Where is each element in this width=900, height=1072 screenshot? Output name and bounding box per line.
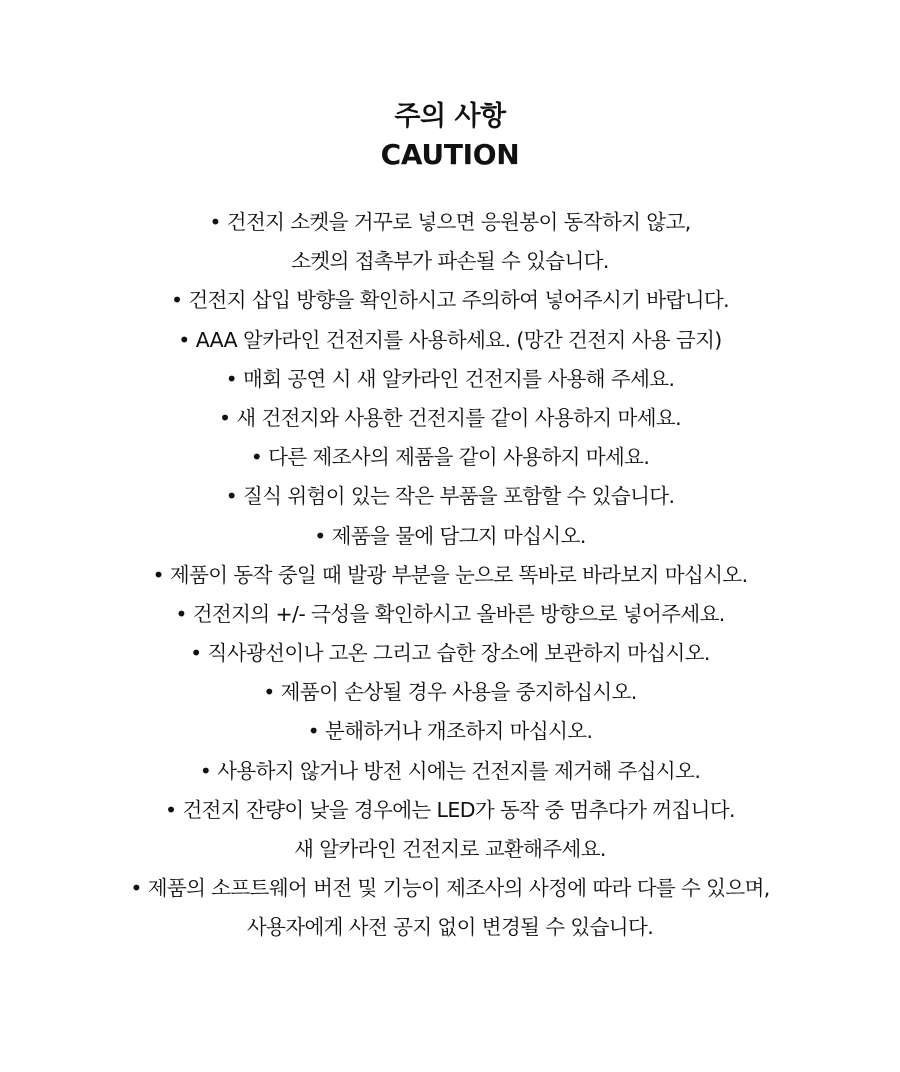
caution-line: • 건전지 삽입 방향을 확인하시고 주의하여 넣어주시기 바랍니다. [170, 288, 730, 313]
caution-line: 소켓의 접촉부가 파손될 수 있습니다. [291, 249, 609, 274]
caution-list [0, 203, 900, 948]
caution-line: 사용자에게 사전 공지 없이 변경될 수 있습니다. [246, 915, 654, 940]
caution-line: • 제품의 소프트웨어 버전 및 기능이 제조사의 사정에 따라 다를 수 있으며, [130, 876, 770, 901]
caution-line: • 건전지의 +/- 극성을 확인하시고 올바른 방향으로 넣어주세요. [175, 601, 725, 626]
caution-line: • 제품이 손상될 경우 사용을 중지하십시오. [263, 680, 637, 705]
caution-line: • 사용하지 않거나 방전 시에는 건전지를 제거해 주십시오. [199, 758, 701, 783]
page-title-korean: 주의 사항 [394, 101, 506, 132]
caution-line: • 다른 제조사의 제품을 같이 사용하지 마세요. [250, 445, 650, 470]
caution-line: • 분해하거나 개조하지 마십시오. [307, 719, 593, 744]
caution-line: • 새 건전지와 사용한 건전지를 같이 사용하지 마세요. [218, 405, 682, 430]
caution-line: • 직사광선이나 고온 그리고 습한 장소에 보관하지 마십시오. [190, 641, 710, 666]
caution-line: • 건전지 소켓을 거꾸로 넣으면 응원봉이 동작하지 않고, [209, 210, 691, 234]
page-title-english: CAUTION [380, 138, 520, 171]
caution-line: 새 알카라인 건전지로 교환해주세요. [294, 837, 606, 861]
caution-line: • 질식 위험이 있는 작은 부품을 포함할 수 있습니다. [225, 484, 675, 509]
caution-line: • 매회 공연 시 새 알카라인 건전지를 사용해 주세요. [225, 366, 675, 391]
caution-line: • 제품이 동작 중일 때 발광 부분을 눈으로 똑바로 바라보지 마십시오. [152, 562, 748, 587]
caution-line: • AAA 알카라인 건전지를 사용하세요. (망간 건전지 사용 금지) [178, 327, 722, 352]
caution-line: • 제품을 물에 담그지 마십시오. [314, 523, 586, 548]
caution-line: • 건전지 잔량이 낮을 경우에는 LED가 동작 중 멈추다가 꺼집니다. [165, 797, 735, 822]
